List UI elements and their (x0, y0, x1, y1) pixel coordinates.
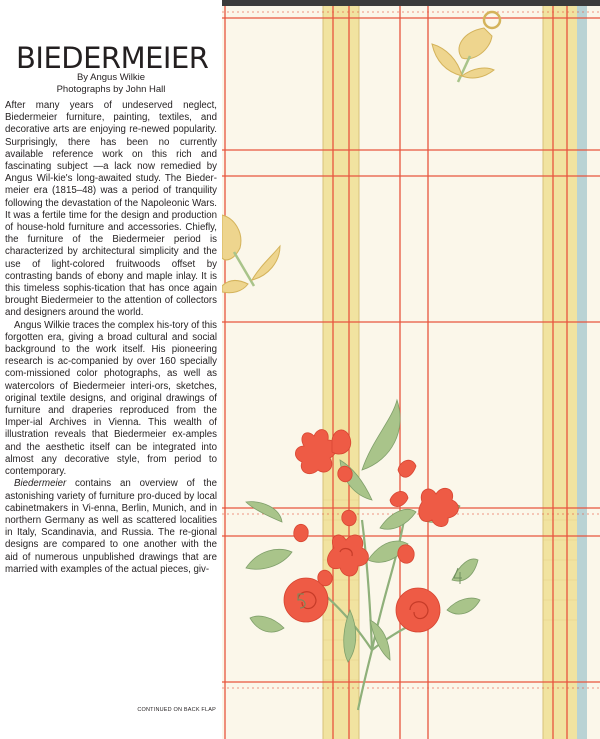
flap-text-column (0, 0, 222, 739)
book-title: BIEDERMEIER (16, 41, 209, 75)
flap-body-text (5, 100, 217, 576)
paragraph-2: Angus Wilkie traces the complex his-tory of this forgotten era, giving a broad cultural and social background to the work itself. His pioneering research is ac-companied by over 160 specially com-missioned color photographs, as well as watercolors of Biedermeier interi-ors, sketches, original textile designs, and original drawings of furniture and draperies reproduced from the Imper-ial Archives in Vienna. This wealth of illustration reveals that Biedermeier ex-amples and the aesthetic itself can be integrated into almost any decorative style, from period to contemporary. (5, 319, 217, 478)
yellow-stripe (543, 0, 577, 739)
blue-stripe (577, 0, 587, 739)
floral-textile-panel (222, 0, 600, 739)
paragraph-3-text: contains an overview of the astonishing variety of furniture pro-duced by local cabinetmakers in Vi-enna, Berlin, Munich, and in northern Germany as well as scattered localities in Italy, Scandinavia, and Russia. The re-gional designs are compared to one another with the aid of numerous unpublished drawings that are married with examples of the actual pieces, giv- (5, 478, 217, 575)
stripe-hatching (323, 500, 577, 680)
rose-bouquet (246, 400, 480, 710)
left-flower-bud (222, 215, 280, 293)
top-flower-bud (432, 12, 500, 82)
book-title-italic: Biedermeier (14, 478, 67, 490)
paragraph-1: After many years of undeserved neglect, Biedermeier furniture, painting, textiles, and decorative arts are enjoying re-newed popularity. Surprisingly, there has been no currently available reference work on this rich and fascinating subject —a lack now remedied by Angus Wil-kie's long-awaited study. The Bieder-meier era (1815–48) was a period of tranquility following the devastation of the Napoleonic Wars. It was a fertile time for the design and production of house-hold furniture and accessories. Chiefly, the furniture of the Biedermeier period is characterized by architectural simplicity and the use of light-colored fruitwoods offset by contrasting bands of ebony and maple inlay. It is this timeless sophis-tication that has once again brought Biedermeier to the attention of collectors and designers around the world. (5, 100, 217, 319)
textile-pattern (222, 0, 600, 739)
continued-on-back-flap: CONTINUED ON BACK FLAP (137, 707, 216, 713)
author-line: By Angus Wilkie (76, 72, 146, 83)
photographer-line: Photographs by John Hall (56, 84, 166, 95)
paragraph-3 (5, 478, 217, 576)
top-dark-border (222, 0, 600, 6)
